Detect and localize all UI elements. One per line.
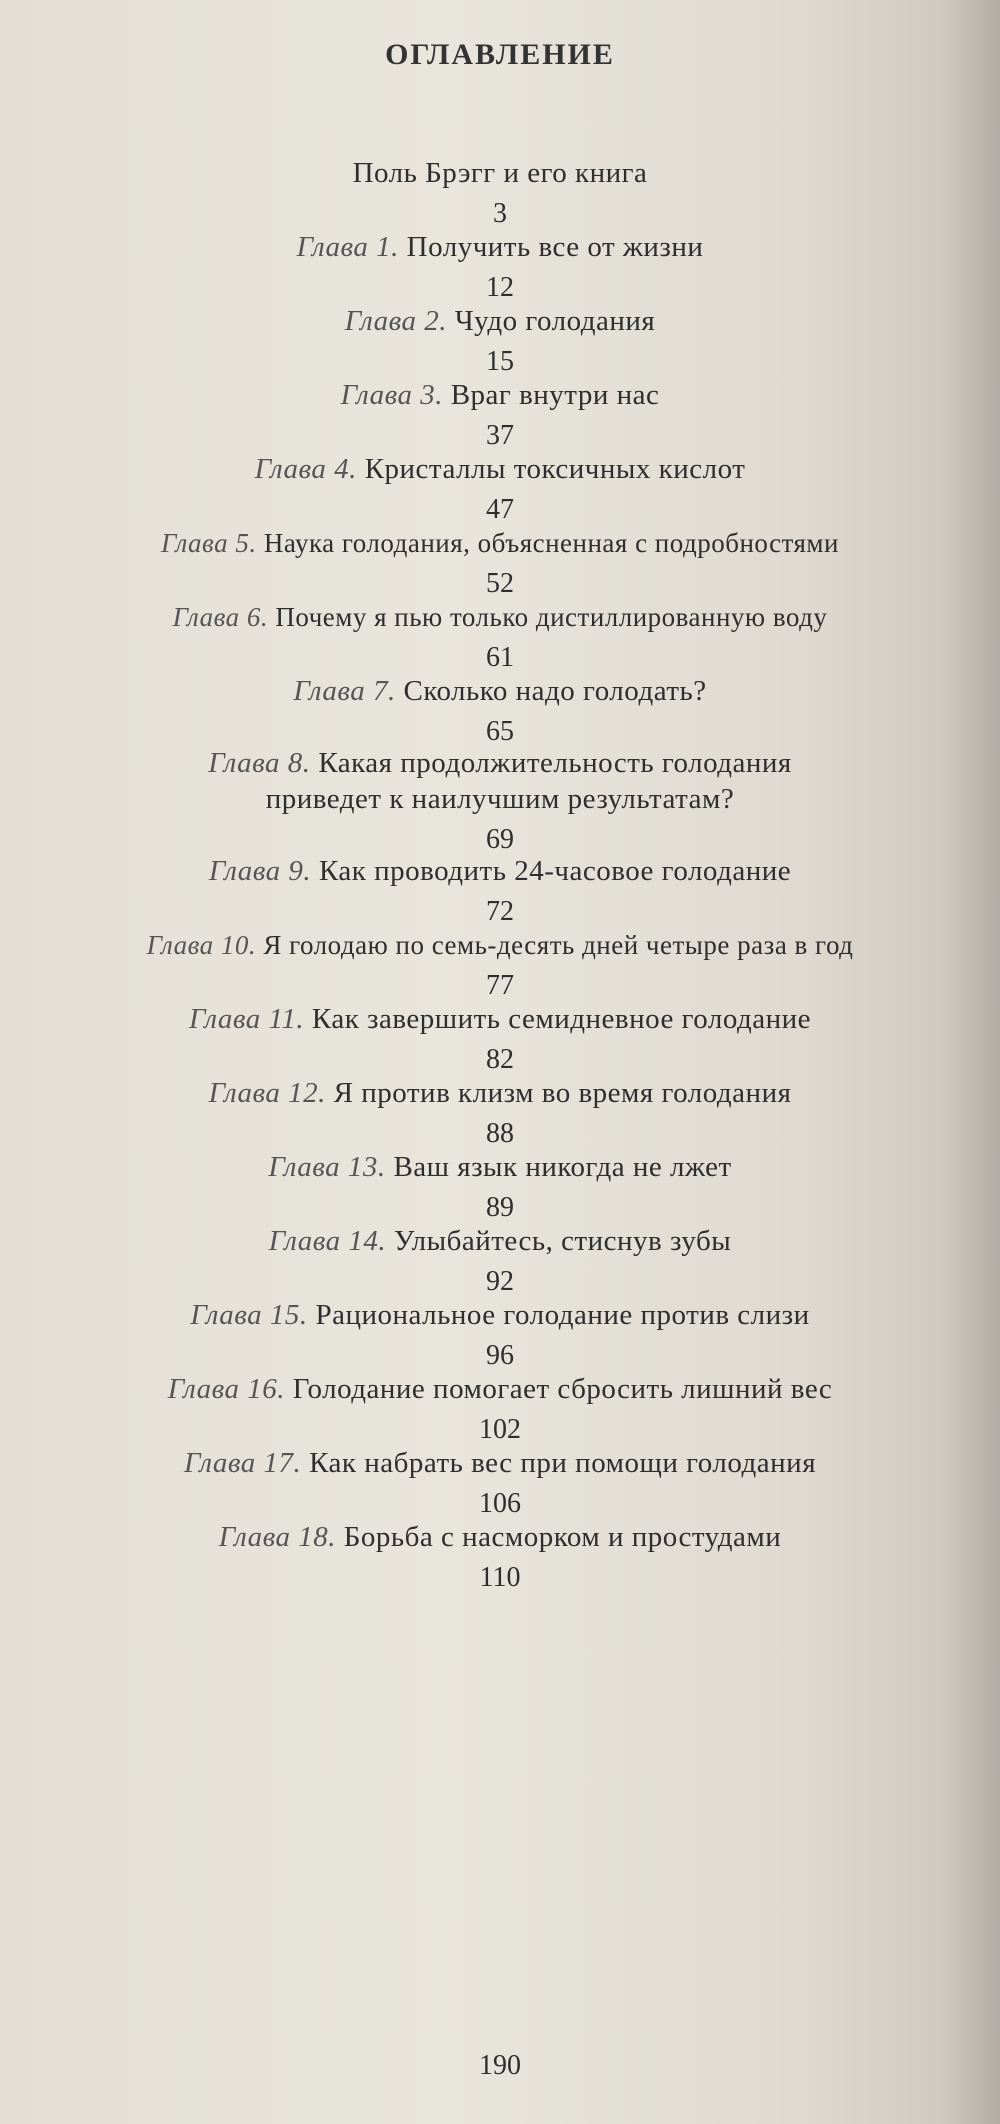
entry-page-number: 65: [486, 716, 514, 747]
entry-page-number: 110: [479, 1562, 521, 1593]
toc-entry-chapter-1: [0, 229, 1000, 305]
entry-title-continuation: приведет к наилучшим результатам?: [265, 783, 735, 815]
entry-title: Я голодаю по семь-десять дней четыре раза в год: [263, 930, 854, 960]
entry-page-number: 89: [486, 1192, 514, 1223]
page-number: 190: [479, 2050, 521, 2081]
toc-entry-chapter-13: [0, 1149, 1000, 1225]
chapter-label: Глава 2.: [344, 305, 448, 337]
chapter-label: Глава 7.: [293, 675, 396, 707]
entry-title: Как набрать вес при помощи голодания: [309, 1447, 817, 1479]
entry-page-number: 96: [486, 1340, 514, 1371]
entry-title: Чудо голодания: [454, 305, 656, 337]
entry-title: Враг внутри нас: [450, 379, 660, 411]
chapter-label: Глава 15.: [190, 1299, 308, 1331]
chapter-label: Глава 5.: [161, 528, 257, 558]
chapter-label: Глава 12.: [208, 1077, 326, 1109]
toc-entry-chapter-15: [0, 1297, 1000, 1373]
toc-entry-chapter-9: [0, 853, 1000, 929]
entry-page-number: 12: [486, 272, 514, 303]
entry-page-number: 82: [486, 1044, 514, 1075]
entry-title: Ваш язык никогда не лжет: [393, 1151, 732, 1183]
chapter-label: Глава 18.: [218, 1521, 337, 1553]
entry-title: Голодание помогает сбросить лишний вес: [292, 1373, 833, 1405]
toc-entry-intro: [0, 155, 1000, 231]
entry-page-number: 15: [486, 346, 514, 377]
entry-title: Как проводить 24-часовое голодание: [318, 855, 792, 887]
chapter-label: Глава 9.: [208, 855, 312, 887]
entry-page-number: 47: [486, 494, 514, 525]
chapter-label: Глава 8.: [208, 747, 311, 779]
toc-entry-chapter-17: [0, 1445, 1000, 1521]
entry-page-number: 72: [486, 896, 514, 927]
chapter-label: Глава 14.: [268, 1225, 387, 1257]
chapter-label: Глава 4.: [254, 453, 357, 485]
chapter-label: Глава 3.: [340, 379, 443, 411]
toc-entry-chapter-8: [0, 745, 1000, 857]
entry-title: Получить все от жизни: [406, 231, 704, 263]
entry-page-number: 37: [486, 420, 514, 451]
toc-entry-chapter-5: [0, 525, 1000, 601]
chapter-label: Глава 10.: [146, 930, 257, 960]
entry-page-number: 106: [479, 1488, 521, 1519]
entry-page-number: 52: [486, 568, 514, 599]
toc-entry-chapter-2: [0, 303, 1000, 379]
entry-page-number: 102: [479, 1414, 521, 1445]
entry-page-number: 69: [486, 824, 514, 855]
toc-entry-chapter-16: [0, 1371, 1000, 1447]
chapter-label: Глава 1.: [296, 231, 399, 263]
toc-entry-chapter-10: [0, 927, 1000, 1003]
toc-entry-chapter-12: [0, 1075, 1000, 1151]
toc-entry-chapter-11: [0, 1001, 1000, 1077]
entry-title: Борьба с насморком и простудами: [343, 1521, 782, 1553]
entry-title: Как завершить семидневное голодание: [311, 1003, 812, 1035]
chapter-label: Глава 17.: [183, 1447, 302, 1479]
entry-title: Сколько надо голодать?: [403, 675, 707, 707]
entry-page-number: 3: [493, 198, 507, 229]
chapter-label: Глава 11.: [188, 1003, 305, 1035]
chapter-label: Глава 6.: [172, 602, 269, 632]
entry-page-number: 88: [486, 1118, 514, 1149]
entry-page-number: 77: [486, 970, 514, 1001]
entry-title: Рациональное голодание против слизи: [315, 1299, 810, 1331]
page-heading: ОГЛАВЛЕНИЕ: [385, 38, 615, 71]
entry-page-number: 61: [486, 642, 514, 673]
entry-title: Поль Брэгг и его книга: [352, 157, 648, 189]
toc-entry-chapter-18: [0, 1519, 1000, 1595]
chapter-label: Глава 16.: [167, 1373, 286, 1405]
entry-title: Какая продолжительность голодания: [318, 747, 792, 779]
entry-title: Почему я пью только дистиллированную воду: [275, 602, 828, 632]
entry-title: Кристаллы токсичных кислот: [364, 453, 746, 485]
entry-title: Улыбайтесь, стиснув зубы: [393, 1225, 732, 1257]
toc-entry-chapter-4: [0, 451, 1000, 527]
chapter-label: Глава 13.: [268, 1151, 386, 1183]
toc-entry-chapter-14: [0, 1223, 1000, 1299]
toc-entry-chapter-6: [0, 599, 1000, 675]
entry-title: Наука голодания, объясненная с подробностями: [263, 528, 839, 558]
entry-page-number: 92: [486, 1266, 514, 1297]
entry-title: Я против клизм во время голодания: [333, 1077, 792, 1109]
toc-entry-chapter-7: [0, 673, 1000, 749]
toc-entry-chapter-3: [0, 377, 1000, 453]
